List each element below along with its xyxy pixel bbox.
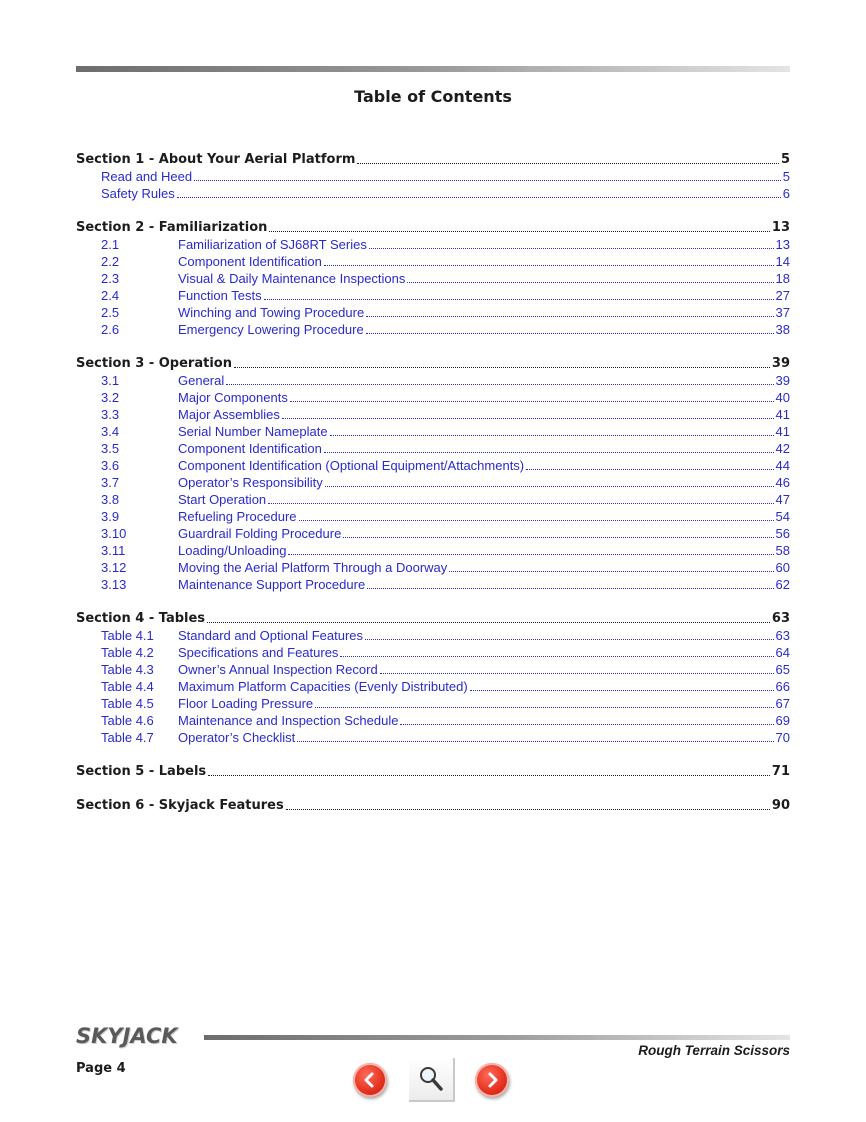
toc-section[interactable] [76, 355, 790, 372]
toc-entry-link[interactable] [76, 729, 790, 746]
toc-entry-page: 40 [775, 390, 790, 405]
toc-entry-page: 47 [775, 492, 790, 507]
toc-entry-number: Table 4.4 [101, 679, 154, 694]
toc-entry-number: 3.11 [101, 543, 126, 558]
toc-entry-page: 14 [775, 254, 790, 269]
toc-entry-title: Moving the Aerial Platform Through a Doorway [178, 560, 448, 575]
toc-entry-number: 3.9 [101, 509, 120, 524]
toc-section-page: 90 [771, 798, 790, 813]
toc-entry-link[interactable] [76, 627, 790, 644]
leader-dots [365, 639, 774, 640]
toc-section-title: Section 2 - Familiarization [76, 220, 268, 235]
toc-entry-number: 3.5 [101, 441, 120, 456]
leader-dots [470, 690, 774, 691]
skyjack-logo: SKYJACK [76, 1024, 178, 1048]
toc-entry-page: 6 [782, 186, 790, 201]
page-title: Table of Contents [354, 87, 512, 106]
toc-entry-number: 3.8 [101, 492, 120, 507]
toc-entry-number: 3.10 [101, 526, 127, 541]
toc-entry-number: 2.4 [101, 288, 120, 303]
toc-entry-title: Maintenance Support Procedure [178, 577, 366, 592]
leader-dots [380, 673, 774, 674]
toc-section-title: Section 4 - Tables [76, 611, 206, 626]
toc-section-title: Section 1 - About Your Aerial Platform [76, 152, 356, 167]
toc-entry-link[interactable] [76, 440, 790, 457]
toc-entry-number: 3.13 [101, 577, 127, 592]
toc-entry-link[interactable] [76, 644, 790, 661]
toc-entry-link[interactable] [76, 695, 790, 712]
toc-entry-page: 37 [775, 305, 790, 320]
leader-dots [315, 707, 773, 708]
toc-entry-link[interactable] [76, 712, 790, 729]
toc-entry-title: Start Operation [178, 492, 267, 507]
leader-dots [324, 265, 774, 266]
toc-entry-title: Floor Loading Pressure [178, 696, 314, 711]
leader-dots [264, 299, 774, 300]
toc-entry-page: 42 [775, 441, 790, 456]
toc-entry-title: Visual & Daily Maintenance Inspections [178, 271, 406, 286]
leader-dots [269, 231, 770, 232]
toc-entry-page: 41 [775, 407, 790, 422]
toc-entry-number: 3.2 [101, 390, 120, 405]
toc-section-page: 71 [771, 764, 790, 779]
toc-entry-page: 63 [775, 628, 790, 643]
leader-dots [194, 180, 781, 181]
toc-entry-page: 44 [775, 458, 790, 473]
toc-entry-page: 56 [775, 526, 790, 541]
toc-entry-link[interactable] [76, 304, 790, 321]
toc-entry-number: 3.3 [101, 407, 120, 422]
leader-dots [400, 724, 773, 725]
toc-entry-title: Standard and Optional Features [178, 628, 364, 643]
toc-entry-title: Specifications and Features [178, 645, 339, 660]
toc-section-page: 39 [771, 356, 790, 371]
previous-page-button[interactable] [353, 1063, 387, 1097]
chevron-right-icon [483, 1071, 501, 1089]
chevron-left-icon [361, 1071, 379, 1089]
toc-entry-number: 2.1 [101, 237, 120, 252]
toc-entry-page: 58 [775, 543, 790, 558]
toc-entry-title: Familiarization of SJ68RT Series [178, 237, 367, 252]
toc-entry-number: Table 4.1 [101, 628, 154, 643]
toc-entry-title: Maintenance and Inspection Schedule [178, 713, 399, 728]
toc-entry-title: Emergency Lowering Procedure [178, 322, 364, 337]
toc-entry-number: Table 4.3 [101, 662, 154, 677]
leader-dots [234, 367, 770, 368]
leader-dots [357, 163, 779, 164]
toc-section-page: 13 [771, 220, 790, 235]
toc-entry-link[interactable] [76, 508, 790, 525]
toc-entry-page: 41 [775, 424, 790, 439]
toc-entry-link[interactable] [76, 525, 790, 542]
leader-dots [207, 622, 770, 623]
toc-entry-number: 2.3 [101, 271, 120, 286]
toc-section[interactable] [76, 151, 790, 168]
search-button[interactable] [409, 1058, 455, 1102]
toc-entry-link[interactable] [76, 287, 790, 304]
toc-entry-page: 46 [775, 475, 790, 490]
leader-dots [407, 282, 773, 283]
toc-entry-page: 38 [775, 322, 790, 337]
toc-entry-number: Table 4.6 [101, 713, 154, 728]
footer-rule [204, 1035, 790, 1040]
toc-entry-title: Major Components [178, 390, 288, 405]
toc-entry-title: Function Tests [178, 288, 262, 303]
toc-entry-title: Safety Rules [101, 186, 175, 201]
toc-entry-page: 69 [775, 713, 790, 728]
leader-dots [330, 435, 774, 436]
toc-entry-title: Winching and Towing Procedure [178, 305, 365, 320]
toc-entry-page: 65 [775, 662, 790, 677]
toc-entry-link[interactable] [76, 542, 790, 559]
leader-dots [288, 554, 773, 555]
toc-entry-page: 64 [775, 645, 790, 660]
toc-entry-link[interactable] [76, 372, 790, 389]
toc-entry-title: Guardrail Folding Procedure [178, 526, 342, 541]
toc-entry-link[interactable] [76, 168, 790, 185]
toc-entry-page: 39 [775, 373, 790, 388]
leader-dots [268, 503, 773, 504]
toc-entry-link[interactable] [76, 185, 790, 202]
leader-dots [297, 741, 773, 742]
toc-entry-page: 60 [775, 560, 790, 575]
toc-entry-title: Major Assemblies [178, 407, 280, 422]
leader-dots [282, 418, 774, 419]
toc-entry-page: 70 [775, 730, 790, 745]
leader-dots [299, 520, 774, 521]
toc-entry-link[interactable] [76, 576, 790, 593]
toc-section[interactable] [76, 763, 790, 780]
toc-entry-number: Table 4.2 [101, 645, 154, 660]
toc-section-page: 63 [771, 611, 790, 626]
toc-entry-link[interactable] [76, 474, 790, 491]
toc-entry-page: 54 [775, 509, 790, 524]
toc-entry-page: 67 [775, 696, 790, 711]
toc-entry-link[interactable] [76, 491, 790, 508]
toc-entry-link[interactable] [76, 236, 790, 253]
toc-entry-link[interactable] [76, 270, 790, 287]
toc-entry-title: Loading/Unloading [178, 543, 287, 558]
leader-dots [286, 809, 770, 810]
toc-entry-number: 3.1 [101, 373, 120, 388]
toc-entry-title: Maximum Platform Capacities (Evenly Distributed) [178, 679, 468, 694]
leader-dots [343, 537, 773, 538]
toc-entry-link[interactable] [76, 457, 790, 474]
toc-entry-title: Component Identification [178, 441, 322, 456]
leader-dots [366, 316, 773, 317]
toc-entry-number: 3.4 [101, 424, 120, 439]
toc-section-title: Section 5 - Labels [76, 764, 207, 779]
toc-entry-number: 2.6 [101, 322, 120, 337]
leader-dots [177, 197, 781, 198]
toc-entry-page: 5 [782, 169, 790, 184]
toc-entry-page: 18 [775, 271, 790, 286]
toc-entry-title: Refueling Procedure [178, 509, 297, 524]
toc-entry-link[interactable] [76, 389, 790, 406]
toc-entry-link[interactable] [76, 423, 790, 440]
toc-section-page: 5 [780, 152, 790, 167]
toc-entry-title: Operator’s Responsibility [178, 475, 323, 490]
toc-entry-link[interactable] [76, 253, 790, 270]
toc-entry-title: General [178, 373, 225, 388]
leader-dots [325, 486, 774, 487]
magnifier-icon [416, 1064, 446, 1094]
leader-dots [290, 401, 774, 402]
page-number: Page 4 [76, 1061, 126, 1076]
leader-dots [208, 775, 770, 776]
toc-entry-number: 3.12 [101, 560, 127, 575]
toc-section[interactable] [76, 797, 790, 814]
leader-dots [367, 588, 773, 589]
toc-entry-title: Operator’s Checklist [178, 730, 296, 745]
toc-entry-page: 66 [775, 679, 790, 694]
toc-section-title: Section 6 - Skyjack Features [76, 798, 284, 813]
toc-entry-page: 62 [775, 577, 790, 592]
toc-entry-title: Component Identification (Optional Equipment/Attachments) [178, 458, 525, 473]
toc-section[interactable] [76, 219, 790, 236]
toc-entry-link[interactable] [76, 321, 790, 338]
toc-entry-link[interactable] [76, 661, 790, 678]
toc-section-title: Section 3 - Operation [76, 356, 232, 371]
header-rule [76, 66, 790, 72]
leader-dots [449, 571, 773, 572]
toc-entry-number: 3.7 [101, 475, 120, 490]
leader-dots [366, 333, 774, 334]
toc-entry-number: 3.6 [101, 458, 120, 473]
next-page-button[interactable] [475, 1063, 509, 1097]
toc-entry-page: 13 [775, 237, 790, 252]
document-title: Rough Terrain Scissors [638, 1043, 790, 1058]
toc-entry-link[interactable] [76, 678, 790, 695]
toc-entry-number: Table 4.7 [101, 730, 154, 745]
toc-section[interactable] [76, 610, 790, 627]
toc-entry-number: 2.2 [101, 254, 120, 269]
leader-dots [340, 656, 773, 657]
leader-dots [324, 452, 774, 453]
toc-entry-page: 27 [775, 288, 790, 303]
toc-entry-number: Table 4.5 [101, 696, 154, 711]
toc-entry-number: 2.5 [101, 305, 120, 320]
toc-entry-title: Read and Heed [101, 169, 193, 184]
toc-entry-title: Serial Number Nameplate [178, 424, 328, 439]
toc-entry-link[interactable] [76, 559, 790, 576]
leader-dots [526, 469, 773, 470]
toc-entry-title: Component Identification [178, 254, 322, 269]
leader-dots [369, 248, 774, 249]
leader-dots [226, 384, 773, 385]
toc-entry-link[interactable] [76, 406, 790, 423]
toc-entry-title: Owner’s Annual Inspection Record [178, 662, 378, 677]
